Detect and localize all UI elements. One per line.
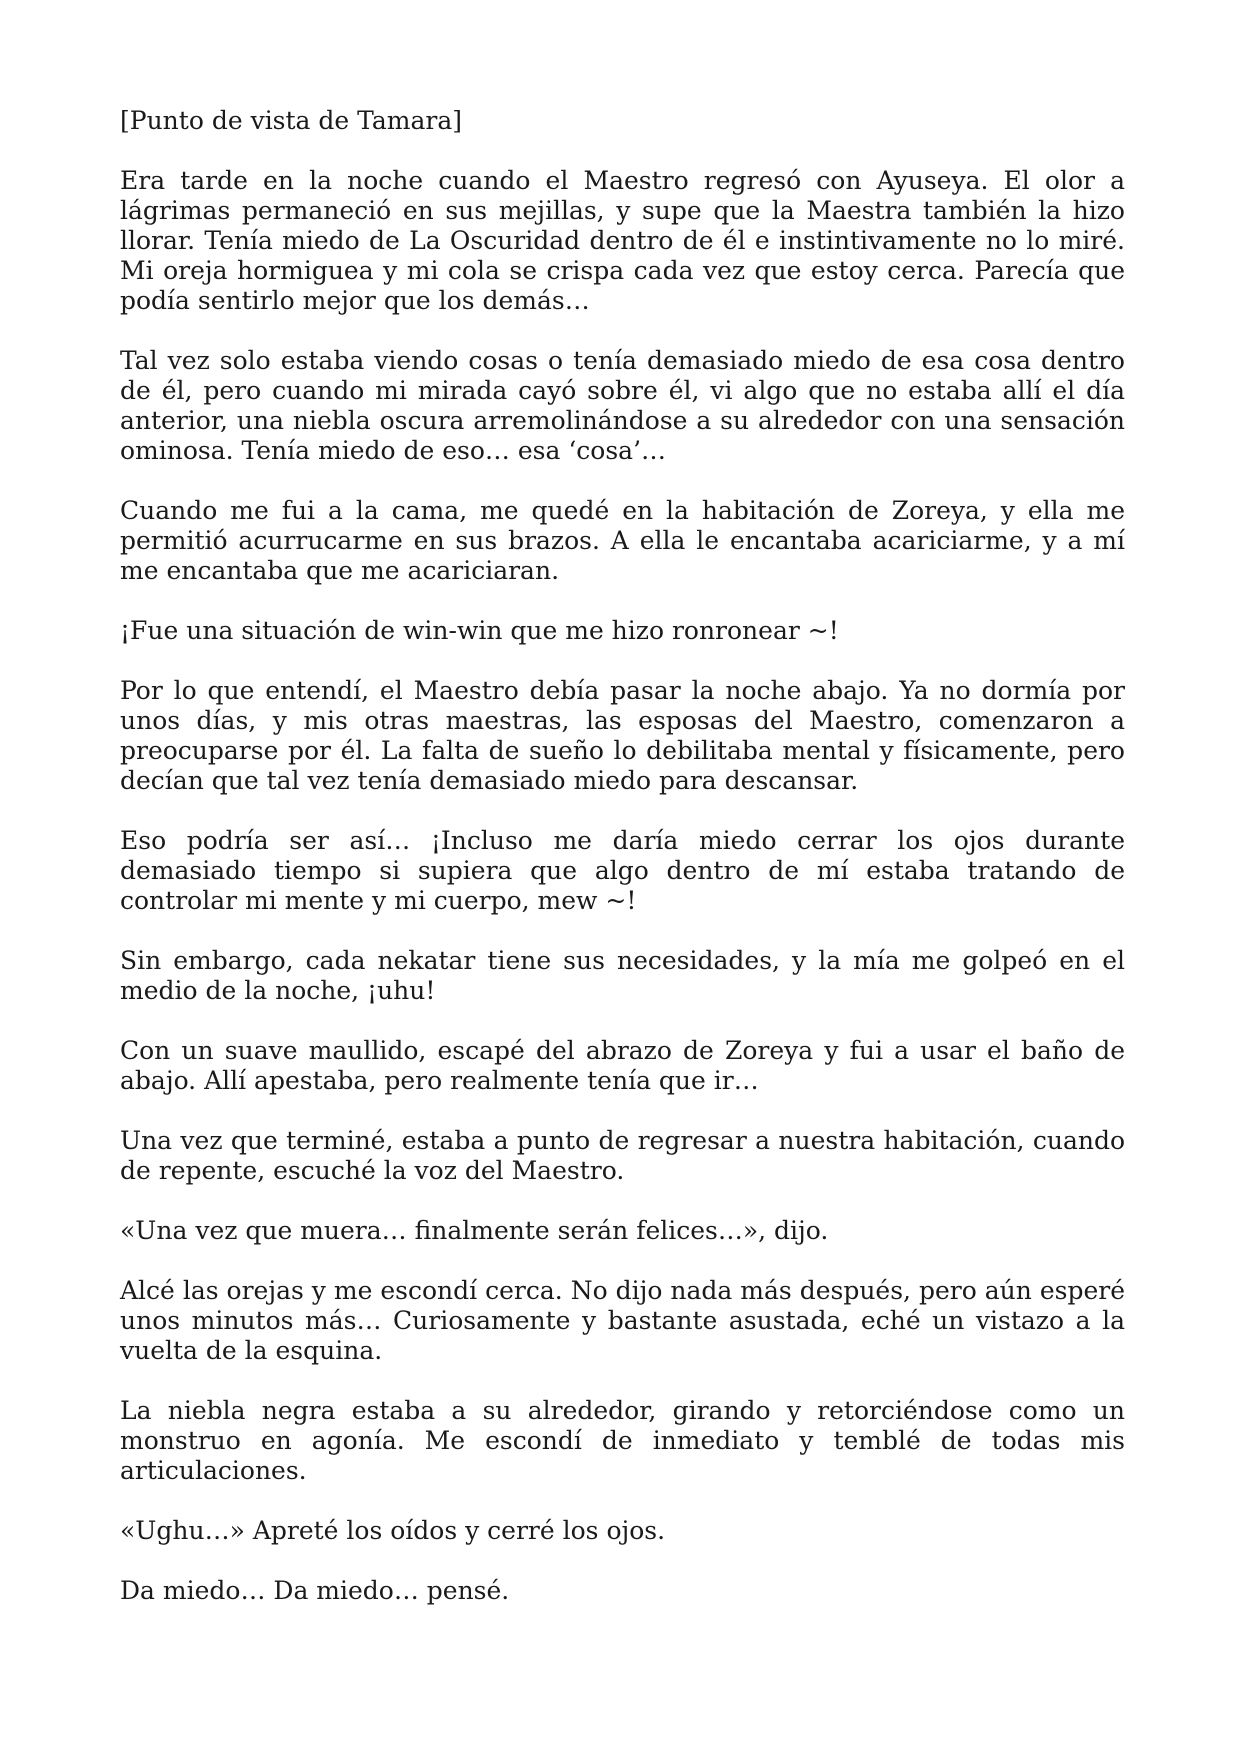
paragraph: Cuando me fui a la cama, me quedé en la habitación de Zoreya, y ella me permitió acurrucarme en sus brazos. A ella le encantaba acariciarme, y a mí me encantaba que me acariciaran.: [120, 496, 1125, 585]
paragraph: «Una vez que muera… finalmente serán felices…», dijo.: [120, 1216, 829, 1245]
paragraph: Eso podría ser así… ¡Incluso me daría miedo cerrar los ojos durante demasiado tiempo si supiera que algo dentro de mí estaba tratando de controlar mi mente y mi cuerpo, mew ~!: [120, 826, 1125, 915]
paragraph: Era tarde en la noche cuando el Maestro regresó con Ayuseya. El olor a lágrimas permaneció en sus mejillas, y supe que la Maestra también la hizo llorar. Tenía miedo de La Oscuridad dentro de él e instintivamente no lo miré. Mi oreja hormiguea y mi cola se crispa cada vez que estoy cerca. Parecía que podía sentirlo mejor que los demás…: [120, 166, 1125, 315]
document-heading: [Punto de vista de Tamara]: [120, 106, 463, 135]
paragraph: Tal vez solo estaba viendo cosas o tenía demasiado miedo de esa cosa dentro de él, pero cuando mi mirada cayó sobre él, vi algo que no estaba allí el día anterior, una niebla oscura arremolinándose a su alrededor con una sensación ominosa. Tenía miedo de eso… esa ‘cosa’…: [120, 346, 1125, 465]
paragraph: Una vez que terminé, estaba a punto de regresar a nuestra habitación, cuando de repente, escuché la voz del Maestro.: [120, 1126, 1125, 1185]
paragraph: Alcé las orejas y me escondí cerca. No dijo nada más después, pero aún esperé unos minutos más… Curiosamente y bastante asustada, eché un vistazo a la vuelta de la esquina.: [120, 1276, 1125, 1365]
paragraph: Por lo que entendí, el Maestro debía pasar la noche abajo. Ya no dormía por unos días, y mis otras maestras, las esposas del Maestro, comenzaron a preocuparse por él. La falta de sueño lo debilitaba mental y físicamente, pero decían que tal vez tenía demasiado miedo para descansar.: [120, 676, 1125, 795]
paragraph: «Ughu…» Apreté los oídos y cerré los ojos.: [120, 1516, 666, 1545]
paragraph: ¡Fue una situación de win-win que me hizo ronronear ~!: [120, 616, 839, 645]
paragraph: Da miedo… Da miedo… pensé.: [120, 1576, 510, 1605]
paragraph: Sin embargo, cada nekatar tiene sus necesidades, y la mía me golpeó en el medio de la noche, ¡uhu!: [120, 946, 1125, 1005]
paragraph: La niebla negra estaba a su alrededor, girando y retorciéndose como un monstruo en agonía. Me escondí de inmediato y temblé de todas mis articulaciones.: [120, 1396, 1125, 1485]
document-page: [120, 106, 1125, 1636]
paragraph: Con un suave maullido, escapé del abrazo de Zoreya y fui a usar el baño de abajo. Allí apestaba, pero realmente tenía que ir…: [120, 1036, 1125, 1095]
